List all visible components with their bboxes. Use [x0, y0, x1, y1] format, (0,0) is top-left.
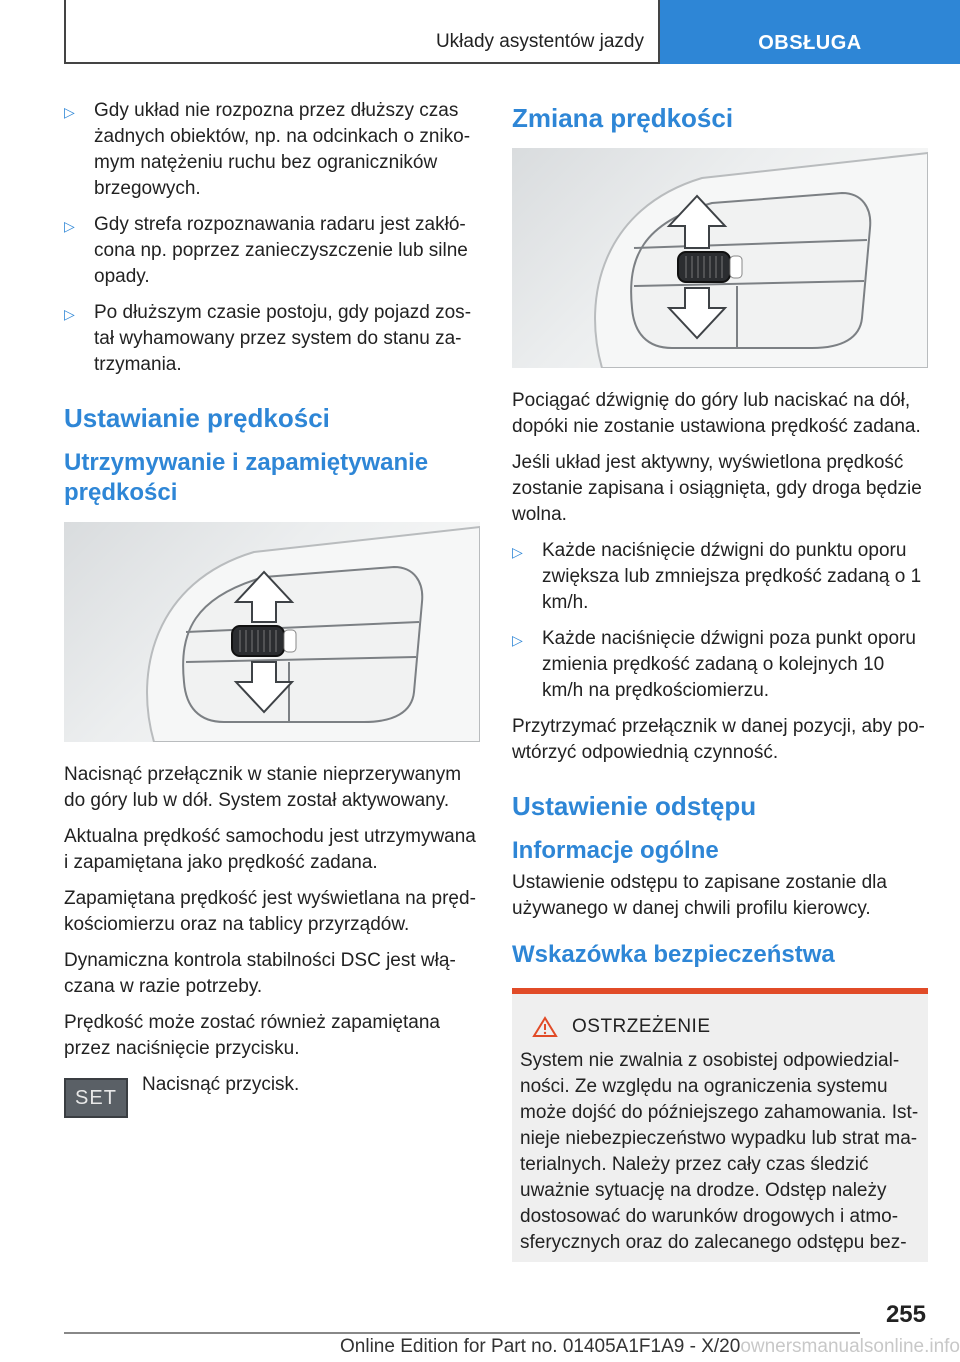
steering-switch-illustration: [64, 522, 480, 742]
warning-title: OSTRZEŻENIE: [520, 1016, 920, 1038]
paragraph: Jeśli układ jest aktywny, wyświetlona prędkość zostanie zapisana i osiągnięta, gdy droga będzie wolna.: [512, 452, 922, 525]
triangle-bullet-icon: ▷: [64, 104, 75, 120]
heading-safety: Wskazówka bezpieczeństwa: [512, 941, 835, 968]
heading-general-info: Informacje ogólne: [512, 837, 719, 864]
paragraph: Ustawienie odstępu to zapisane zostanie dla używanego w danej chwili profilu kierowcy.: [512, 872, 887, 919]
list-item: ▷ Każde naciśnięcie dźwigni do punktu oporu zwiększa lub zmniejsza prędkość zadaną o 1 km/h.: [512, 538, 928, 616]
paragraph: Przytrzymać przełącznik w danej pozycji, aby powtórzyć odpowiednią czynność.: [512, 716, 925, 763]
left-column: [64, 98, 480, 1118]
triangle-bullet-icon: ▷: [512, 632, 523, 648]
footer: [340, 1336, 960, 1358]
set-button-row: [64, 1072, 480, 1118]
paragraph: Zapamiętana prędkość jest wyświetlana na prędkościomierzu oraz na tablicy przyrządów.: [64, 888, 476, 935]
set-button-icon: SET: [64, 1078, 128, 1118]
triangle-bullet-icon: ▷: [512, 544, 523, 560]
list-item: ▷ Po dłuższym czasie postoju, gdy pojazd został wyhamowany przez system do stanu zatrzymania.: [64, 300, 480, 378]
steering-switch-illustration: [512, 148, 928, 368]
paragraph: Prędkość może zostać również zapamiętana przez naciśnięcie przycisku.: [64, 1012, 440, 1059]
footer-divider: [64, 1332, 860, 1334]
warning-box: [512, 988, 928, 1262]
paragraph: Dynamiczna kontrola stabilności DSC jest włączana w razie potrzeby.: [64, 950, 456, 997]
paragraph: Aktualna prędkość samochodu jest utrzymywana i zapamiętana jako prędkość zadana.: [64, 826, 476, 873]
steering-switch-image: [512, 148, 928, 368]
page-header: [64, 0, 960, 64]
heading-set-speed: Ustawianie prędkości: [64, 403, 330, 433]
list-item: ▷ Gdy układ nie rozpozna przez dłuższy czas żadnych obiektów, np. na odcinkach o znikomym natężeniu ruchu bez ograniczników brzegowych.: [64, 98, 480, 202]
paragraph: Pociągać dźwignię do góry lub naciskać na dół, dopóki nie zostanie ustawiona prędkość zadana.: [512, 390, 921, 437]
set-instruction: Nacisnąć przycisk.: [142, 1074, 300, 1095]
right-column: [512, 98, 928, 1262]
warning-text: System nie zwalnia z osobistej odpowiedzialności. Ze względu na ograniczenia systemu może dojść do późniejszego zahamowania. Istnieje niebezpieczeństwo wypadku lub strat materialnych. Należy przez cały czas śledzić uważnie sytuację na drodze. Odstęp należy dostosować do warunków drogowych i atmosferycznych oraz do zalecanego odstępu bez-: [520, 1050, 919, 1253]
page-number: 255: [885, 1301, 926, 1328]
steering-switch-image: [64, 522, 480, 742]
section-title: Układy asystentów jazdy: [64, 0, 660, 64]
list-item: ▷ Gdy strefa rozpoznawania radaru jest zakłócona np. poprzez zanieczyszczenie lub silne opady.: [64, 212, 480, 290]
warning-triangle-icon: [532, 1016, 558, 1038]
chapter-tab[interactable]: OBSŁUGA: [660, 0, 960, 64]
heading-distance: Ustawienie odstępu: [512, 791, 757, 821]
paragraph: Nacisnąć przełącznik w stanie nieprzerywanym do góry lub w dół. System został aktywowany.: [64, 764, 462, 811]
heading-keep-speed: Utrzymywanie i zapamiętywanie prędkości: [64, 449, 429, 506]
triangle-bullet-icon: ▷: [64, 218, 75, 234]
footer-watermark: ownersmanualsonline.info: [740, 1336, 960, 1357]
heading-change-speed: Zmiana prędkości: [512, 103, 734, 133]
footer-edition: Online Edition for Part no. 01405A1F1A9 - X/20: [340, 1336, 741, 1357]
list-item: ▷ Każde naciśnięcie dźwigni poza punkt oporu zmienia prędkość zadaną o kolejnych 10 km/h na prędkościomierzu.: [512, 626, 928, 704]
triangle-bullet-icon: ▷: [64, 306, 75, 322]
